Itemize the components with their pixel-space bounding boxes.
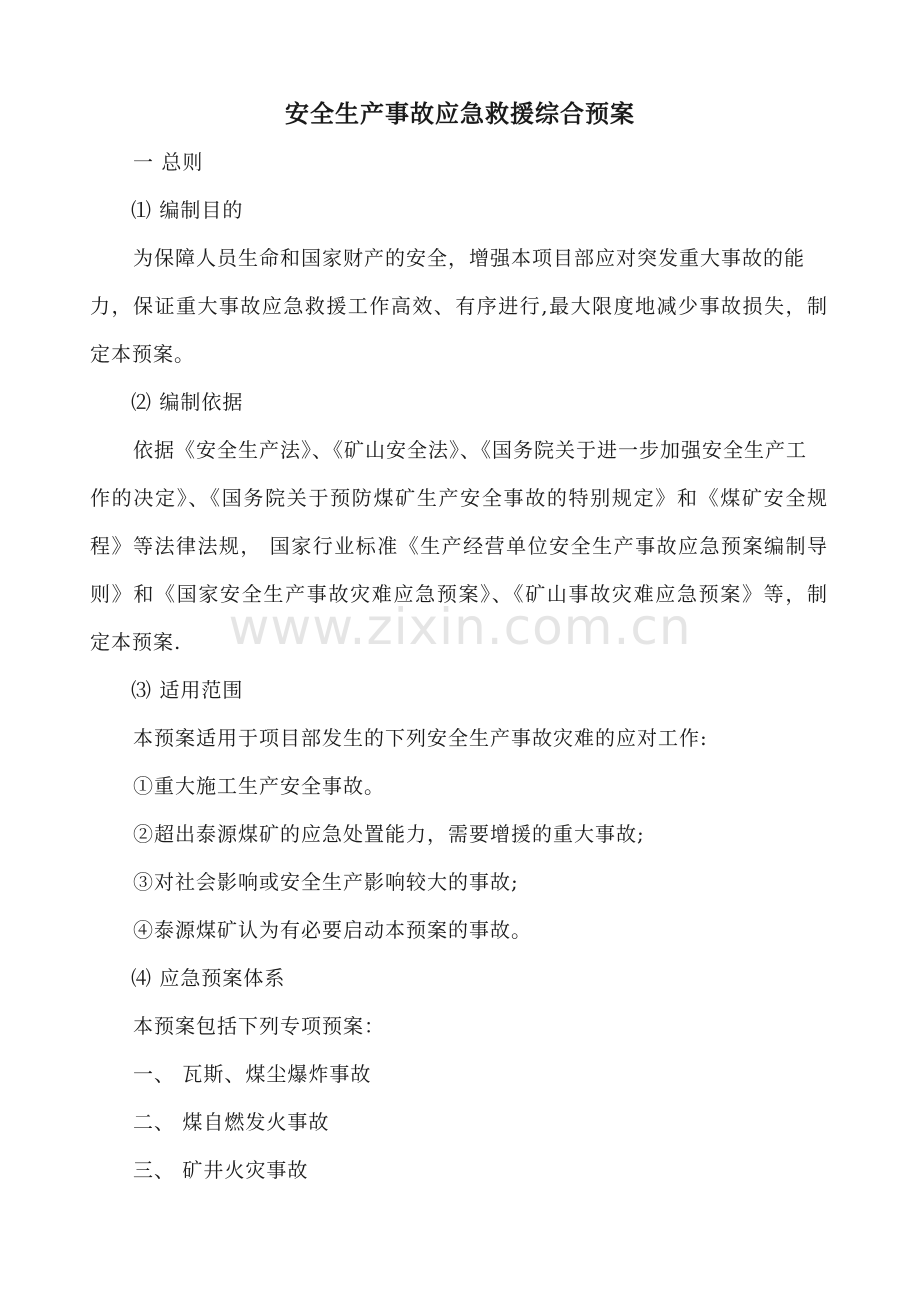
list-item: ①重大施工生产安全事故。 [133, 774, 385, 798]
watermark: www.zixin.com.cn [228, 598, 692, 656]
document-title: 安全生产事故应急救援综合预案 [285, 100, 635, 128]
paragraph-line: 则》和《国家安全生产事故灾难应急预案》、《矿山事故灾难应急预案》等，制 [90, 582, 828, 606]
subsection-heading-scope: ⑶ 适用范围 [131, 678, 244, 702]
paragraph-line: 依据《安全生产法》、《矿山安全法》、《国务院关于进一步加强安全生产工 [133, 438, 807, 462]
paragraph-line: 本预案包括下列专项预案： [133, 1014, 385, 1038]
subsection-heading-system: ⑷ 应急预案体系 [131, 966, 286, 990]
paragraph-line: 本预案适用于项目部发生的下列安全生产事故灾难的应对工作: [133, 726, 708, 750]
paragraph-line: 定本预案. [90, 630, 182, 654]
list-item: ②超出泰源煤矿的应急处置能力，需要增援的重大事故; [133, 822, 645, 846]
list-item: 一、 瓦斯、煤尘爆炸事故 [133, 1062, 372, 1086]
list-item: 三、 矿井火灾事故 [133, 1158, 309, 1182]
subsection-heading-basis: ⑵ 编制依据 [131, 390, 244, 414]
section-heading-general: 一 总则 [133, 150, 204, 174]
paragraph-line: 作的决定》、《国务院关于预防煤矿生产安全事故的特别规定》和《煤矿安全规 [90, 486, 828, 510]
paragraph-line: 定本预案。 [90, 342, 195, 366]
paragraph-line: 程》等法律法规， 国家行业标准《生产经营单位安全生产事故应急预案编制导 [90, 534, 828, 558]
list-item: 二、 煤自燃发火事故 [133, 1110, 330, 1134]
list-item: ③对社会影响或安全生产影响较大的事故; [133, 870, 519, 894]
paragraph-line: 力，保证重大事故应急救援工作高效、有序进行,最大限度地减少事故损失，制 [90, 294, 828, 318]
subsection-heading-purpose: ⑴ 编制目的 [131, 198, 244, 222]
paragraph-line: 为保障人员生命和国家财产的安全，增强本项目部应对突发重大事故的能 [133, 246, 805, 270]
list-item: ④泰源煤矿认为有必要启动本预案的事故。 [133, 918, 532, 942]
